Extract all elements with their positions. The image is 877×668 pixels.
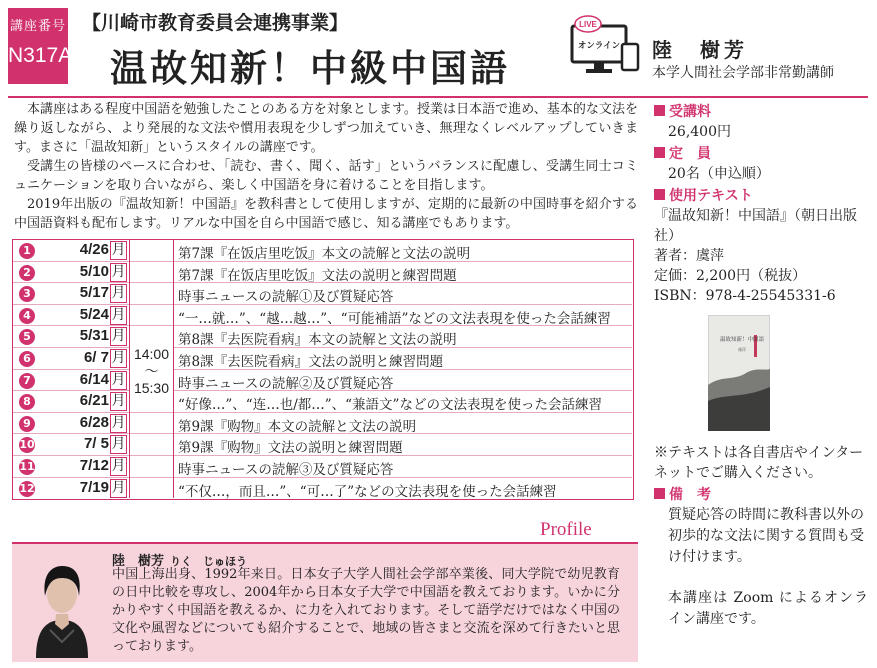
cover-title: 温故知新！中国語 <box>719 337 765 343</box>
session-topic: 時事ニュースの読解①及び質疑応答 <box>178 289 394 306</box>
lecturer-name: 陸 樹芳 <box>652 38 748 62</box>
session-weekday: 月 <box>111 263 126 280</box>
lecturer-photo <box>32 550 92 658</box>
session-weekday: 月 <box>111 285 126 302</box>
profile-heading: Profile <box>540 519 592 540</box>
profile-name-text: 陸 樹芳 <box>112 554 165 569</box>
textbook-cover-image <box>708 315 770 431</box>
session-number: 9 <box>19 416 35 432</box>
schedule-row <box>13 391 632 413</box>
course-info-sidebar <box>654 100 868 630</box>
description-paragraph-1: 本講座はある程度中国語を勉強したことのある方を対象とします。授業は日本語で進め、基本的な文法を繰り返しながら、より発展的な文法や慣用表現を少しずつ加えていき、無理なくレベルアップしていきます。まさに「温故知新」というスタイルの講座です。 <box>14 102 638 155</box>
schedule-row <box>13 478 632 500</box>
live-label: LIVE <box>579 20 597 29</box>
textbook-label: 使用テキスト <box>669 188 753 204</box>
course-subtitle: 【川崎市教育委員会連携事業】 <box>82 12 349 34</box>
capacity-heading <box>654 144 868 164</box>
capacity-label: 定 員 <box>669 146 711 162</box>
profile-section <box>12 544 638 662</box>
course-code: N317A <box>8 44 73 67</box>
session-number: 12 <box>19 481 35 495</box>
session-topic: 第8課『去医院看病』本文の読解と文法の説明 <box>178 332 457 349</box>
session-number: 5 <box>19 329 35 345</box>
session-date: 6/ 7 <box>83 349 109 366</box>
schedule-row <box>13 240 632 262</box>
capacity-value: 20名（申込順） <box>668 166 770 182</box>
schedule-row <box>13 456 632 478</box>
session-number: 7 <box>19 373 35 389</box>
session-weekday: 月 <box>111 436 126 453</box>
session-date: 6/14 <box>79 370 109 388</box>
session-number: 8 <box>19 394 35 410</box>
textbook-author: 著者：虞萍 <box>654 248 724 264</box>
textbook-isbn: ISBN：978-4-25545331-6 <box>654 288 836 304</box>
session-weekday: 月 <box>111 328 126 345</box>
session-topic: 第9課『购物』文法の説明と練習問題 <box>178 440 403 457</box>
session-date: 5/10 <box>79 262 109 280</box>
session-number: 10 <box>19 438 35 452</box>
session-number: 1 <box>19 243 35 259</box>
session-date: 5/17 <box>79 284 109 302</box>
session-time <box>130 346 173 397</box>
session-date: 7/19 <box>79 478 109 496</box>
remarks-text-2: 本講座は Zoom によるオンライン講座です。 <box>668 590 868 627</box>
session-date: 5/24 <box>79 305 109 323</box>
online-label: オンライン <box>577 41 621 51</box>
session-weekday: 月 <box>111 414 126 431</box>
session-number: 11 <box>19 460 35 473</box>
session-date: 7/ 5 <box>83 435 109 453</box>
description-paragraph-3: 2019年出版の『温故知新！中国語』を教科書として使用しますが、定期的に最新の中国時事を紹介する中国語資料も配布します。リアルな中国を自ら中国語で感じ、知る講座でもあります。 <box>14 197 638 231</box>
textbook-price: 定価：2,200円（税抜） <box>654 268 807 284</box>
schedule-row <box>13 326 632 348</box>
session-weekday: 月 <box>111 306 126 323</box>
session-number: 6 <box>19 351 35 367</box>
session-weekday: 月 <box>111 350 126 366</box>
session-weekday: 月 <box>111 393 126 410</box>
schedule-table <box>12 239 634 500</box>
session-topic: 第9課『购物』本文の読解と文法の説明 <box>178 418 417 435</box>
header-divider <box>8 96 868 98</box>
time-start: 14:00 <box>133 346 170 362</box>
session-weekday: 月 <box>111 242 126 258</box>
session-topic: 第8課『去医院看病』文法の説明と練習問題 <box>178 354 444 370</box>
schedule-row <box>13 413 632 435</box>
online-monitor-icon <box>570 14 640 80</box>
session-topic: “一…就…”、“越…越…”、“可能補語”などの文法表現を使った会話練習 <box>178 310 611 327</box>
cover-author: 虞萍 <box>738 347 746 352</box>
lecturer-affiliation: 本学人間社会学部非常勤講師 <box>652 65 834 81</box>
textbook-title: 『温故知新！中国語』（朝日出版社） <box>654 208 857 244</box>
session-date: 6/21 <box>79 392 109 410</box>
session-date: 5/31 <box>79 327 109 345</box>
session-weekday: 月 <box>111 371 126 388</box>
schedule-row <box>13 348 632 370</box>
session-topic: “不仅…，而且…”、“可…了”などの文法表現を使った会話練習 <box>178 483 557 500</box>
bullet-square-icon <box>654 147 665 158</box>
profile-name-kana: りく じゅほう <box>170 555 248 568</box>
bullet-square-icon <box>654 189 665 200</box>
remarks-label: 備 考 <box>669 487 711 503</box>
session-topic: 時事ニュースの読解②及び質疑応答 <box>178 375 394 392</box>
session-weekday: 月 <box>111 458 126 474</box>
session-date: 6/28 <box>79 413 109 431</box>
remarks-heading <box>654 485 868 505</box>
bullet-square-icon <box>654 105 665 116</box>
session-date: 4/26 <box>79 241 109 258</box>
session-weekday: 月 <box>111 479 126 496</box>
fee-heading <box>654 102 868 122</box>
course-number-label: 講座番号 <box>9 19 66 34</box>
session-topic: 第7課『在饭店里吃饭』文法の説明と練習問題 <box>178 267 457 284</box>
schedule-row <box>13 283 632 305</box>
course-number-badge <box>8 8 73 84</box>
schedule-divider-right <box>173 240 174 498</box>
session-number: 3 <box>19 286 35 302</box>
remarks-text-1: 質疑応答の時間に教科書以外の初歩的な文法に関する質問も受け付けます。 <box>668 507 864 565</box>
profile-bio: 中国上海出身、1992年来日。日本女子大学人間社会学部卒業後、同大学院で幼児教育の日中比較を専攻し、2004年から日本女子大学で中国語を教えております。いかに分かりやすく中国語を教えるか、に力を入れております。そして語学だけではなく中国の文化や風習などについても紹介することで、地域の皆さまと交流を深めて行きたいと思っております。 <box>112 567 620 654</box>
session-date: 7/12 <box>79 457 109 474</box>
schedule-row <box>13 370 632 392</box>
schedule-row <box>13 262 632 284</box>
session-topic: “好像…”、“连…也/都…”、“兼語文”などの文法表現を使った会話練習 <box>178 397 602 414</box>
session-topic: 時事ニュースの読解③及び質疑応答 <box>178 462 394 478</box>
session-number: 2 <box>19 265 35 281</box>
course-title: 温故知新！中級中国語 <box>110 46 510 90</box>
fee-label: 受講料 <box>669 104 711 120</box>
session-topic: 第7課『在饭店里吃饭』本文の読解と文法の説明 <box>178 246 471 262</box>
textbook-heading <box>654 186 868 206</box>
schedule-row <box>13 305 632 327</box>
course-description <box>14 100 638 233</box>
description-paragraph-2: 受講生の皆様のペースに合わせ、「読む、書く、聞く、話す」というバランスに配慮し、受講生同士コミュニケーションを取り合いながら、楽しく中国語を身に着けることを目指します。 <box>14 159 638 193</box>
fee-value: 26,400円 <box>668 124 731 140</box>
time-separator: 〜 <box>144 363 159 379</box>
textbook-note: ※テキストは各自書店やインターネットでご購入ください。 <box>654 445 864 481</box>
schedule-row <box>13 434 632 456</box>
session-number: 4 <box>19 308 35 324</box>
bullet-square-icon <box>654 488 665 499</box>
time-end: 15:30 <box>133 380 170 396</box>
